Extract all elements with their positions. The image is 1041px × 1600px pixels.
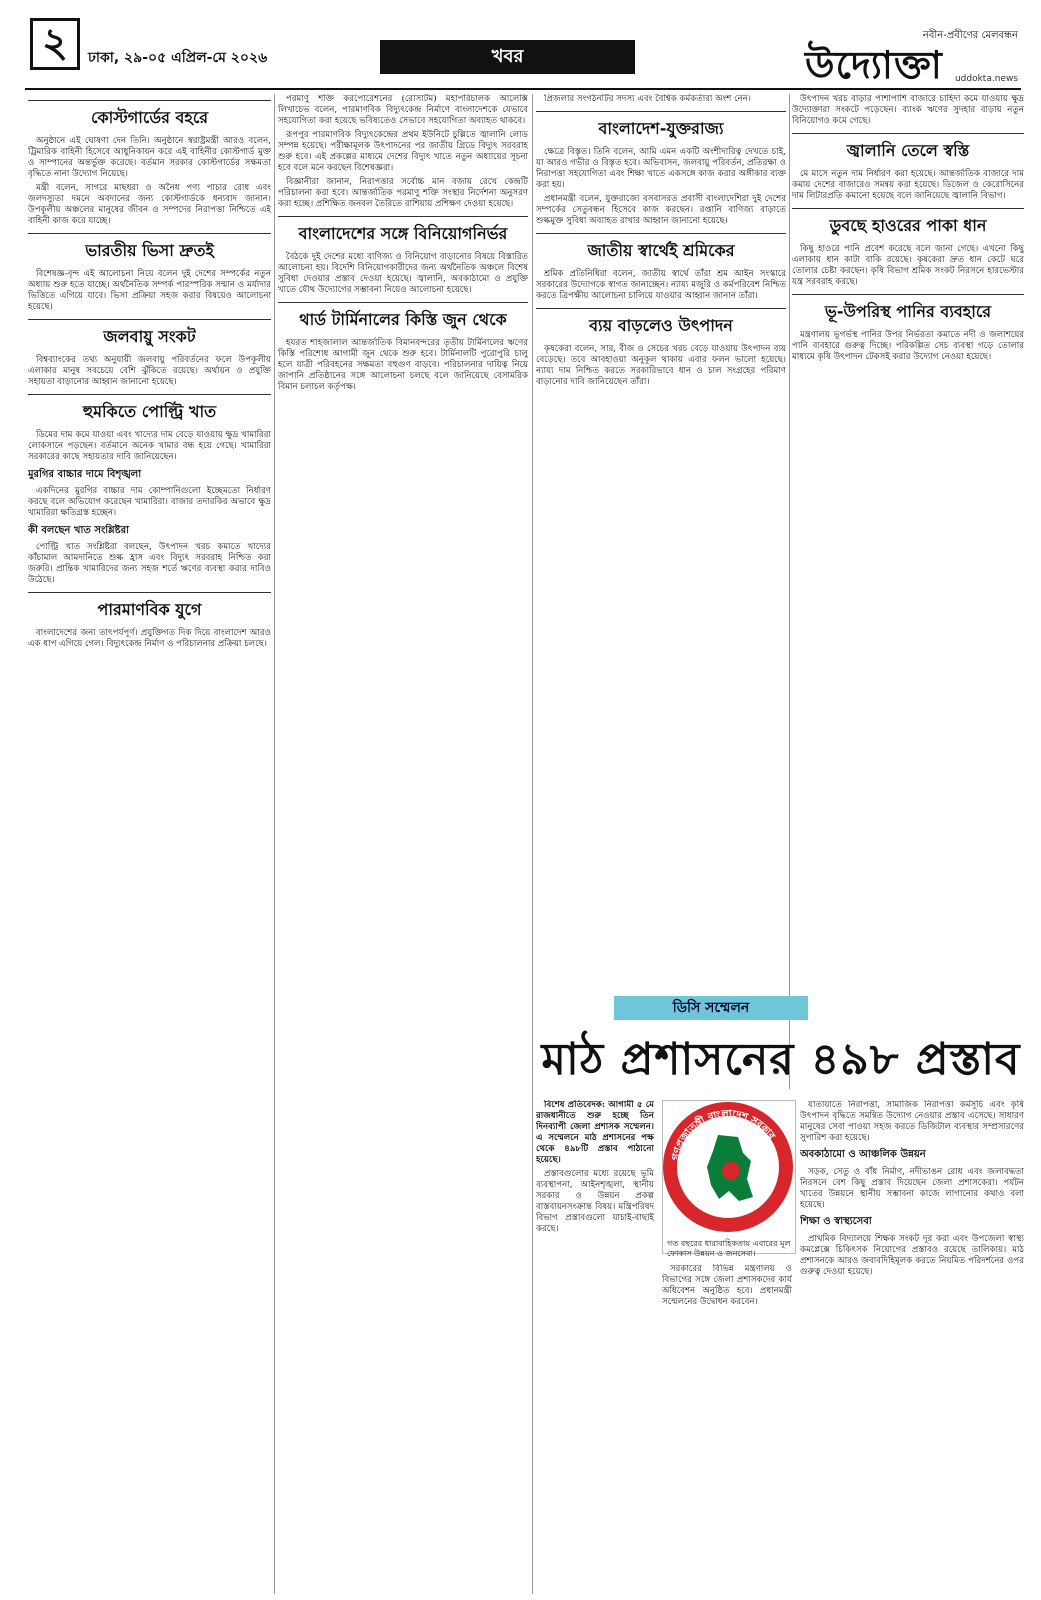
- column-2: [278, 94, 528, 1594]
- column-3: [536, 94, 786, 1089]
- body-text: যাতায়াতে নিরাপত্তা, সামাজিক নিরাপত্তা কর্মসূচি এবং কৃষি উৎপাদন বৃদ্ধিতে সমন্বিত উদ্যোগ নেওয়ার প্রস্তাব এসেছে। সাধারণ মানুষের সেবা পাওয়া সহজ করতে ডিজিটাল ব্যবস্থার সম্প্রসারণের সুপারিশ করা হয়েছে।: [800, 1100, 1024, 1143]
- headline-investment[interactable]: বাংলাদেশের সঙ্গে বিনিয়োগনির্ভর: [278, 216, 528, 248]
- body-text: মন্ত্রী বলেন, সাগরে মাছধরা ও অনৈধ পণ্য পাচার রোধ এবং জলদস্যুতা দমনে অবদানের জন্য কোস্টগার্ডকে ধন্যবাদ জানান। উপকূলীয় অঞ্চলের মানুষের জীবন ও সম্পদের নিরাপত্তা নিশ্চিতে এই বাহিনী কাজ করে যাচ্ছে।: [28, 183, 271, 226]
- headline-fuel-oil[interactable]: জ্বালানি তেলে স্বস্তি: [792, 133, 1024, 165]
- subhead: অবকাঠামো ও আঞ্চলিক উন্নয়ন: [800, 1149, 926, 1160]
- body-text: বিজ্ঞানীরা জানান, নিরাপত্তার সর্বোচ্চ মান বজায় রেখে কেন্দ্রটি পরিচালনা করা হবে। আন্তর্জাতিক পরমাণু শক্তি সংস্থার নির্দেশনা অনুসরণ করা হচ্ছে। প্রশিক্ষিত জনবল তৈরিতে রাশিয়ায় প্রশিক্ষণ দেওয়া হয়েছে।: [278, 177, 528, 209]
- page-number: ২: [30, 18, 80, 70]
- headline-indian-visa[interactable]: ভারতীয় ভিসা দ্রুতই: [28, 233, 271, 265]
- body-text: প্রাথমিক বিদ্যালয়ে শিক্ষক সংকট দূর করা এবং উপজেলা স্বাস্থ্য কমপ্লেক্সে চিকিৎসক নিয়োগের প্রস্তাবও রয়েছে তালিকায়। মাঠ প্রশাসনকে আরও জবাবদিহিমূলক করতে নিয়মিত পরিদর্শনের ওপর গুরুত্ব দেওয়া হয়েছে।: [800, 1234, 1024, 1277]
- body-text: পরমাণু শক্তি করপোরেশনের (রোসাটম) মহাপরিচালক আলেক্সি লিখাচেভ বলেন, পারমাণবিক বিদ্যুৎকেন্দ্র নির্মাণে বাংলাদেশকে যেভাবে সহযোগিতা করা হয়েছে ভবিষ্যতেও সেভাবে সহযোগিতা অব্যাহত থাকবে।: [278, 94, 528, 126]
- column-1: [28, 94, 271, 1594]
- body-text: মন্ত্রণালয় ভূগর্ভস্থ পানির উপর নির্ভরতা কমাতে নদী ও জলাশয়ের পানি ব্যবহারে গুরুত্ব দিচ্ছে। পরিকল্পিত সেচ ব্যবস্থা গড়ে তোলার মাধ্যমে কৃষি উৎপাদন টেকসই করার উদ্যোগ নেওয়া হয়েছে।: [792, 330, 1024, 362]
- body-text: অনুষ্ঠানে এই ঘোষণা দেন তিনি। অনুষ্ঠানে স্বরাষ্ট্রমন্ত্রী আরও বলেন, ট্রিমারিক বাহিনী হিসেবে আধুনিকায়ন করে এই বাহিনীর কোস্টগার্ড মুক্ত ও সাম্পানের অন্তর্ভুক্ত করেছে। বর্তমান সরকার কোস্টগার্ডের সক্ষমতা বৃদ্ধিতে নানা উদ্যোগ নিয়েছে।: [28, 136, 271, 179]
- body-text: বিশ্বব্যাংকের তথ্য অনুযায়ী জলবায়ু পরিবর্তনের ফলে উপকূলীয় এলাকার মানুষ সবচেয়ে বেশি ঝুঁকিতে রয়েছে। অর্থায়ন ও প্রযুক্তি সহায়তা বাড়ানোর আহ্বান জানানো হয়েছে।: [28, 355, 271, 387]
- body-text: বিশেষ প্রতিবেদক: আগামী ৫ মে রাজধানীতে শুরু হচ্ছে তিন দিনব্যাপী জেলা প্রশাসক সম্মেলন। এ সম্মেলনে মাঠ প্রশাসনের পক্ষ থেকে ৪৯৮টি প্রস্তাব পাঠানো হয়েছে।: [536, 1100, 654, 1165]
- column-divider: [274, 94, 275, 1594]
- body-text: বিশেষজ্ঞ-বৃন্দ এই আলোচনা নিয়ে বলেন দুই দেশের সম্পর্কের নতুন অধ্যায় শুরু হতে যাচ্ছে। অর্থনৈতিক সম্পর্ক পারস্পরিক সম্মান ও মর্যাদার ভিত্তিতে এগিয়ে যাবে। ভিসা প্রক্রিয়া সহজ করার বিষয়েও আলোচনা হয়েছে।: [28, 269, 271, 312]
- dc-headline[interactable]: মাঠ প্রশাসনের ৪৯৮ প্রস্তাব: [541, 1034, 1021, 1085]
- headline-workers[interactable]: জাতীয় স্বার্থেই শ্রমিকের: [536, 233, 786, 265]
- body-text: হযরত শাহজালাল আন্তর্জাতিক বিমানবন্দরের তৃতীয় টার্মিনালের ঋণের কিস্তি পরিশোধ আগামী জুন থেকে শুরু হবে। টার্মিনালটি পুরোপুরি চালু হলে যাত্রী পরিবহনের সক্ষমতা বহুগুণ বাড়বে। পরিচালনার দায়িত্ব নিয়ে জাপানি প্রতিষ্ঠানের সঙ্গে আলোচনা চলছে বলে জানিয়েছে বেসামরিক বিমান চলাচল কর্তৃপক্ষ।: [278, 338, 528, 392]
- headline-coastguard[interactable]: কোস্টগার্ডের বহরে: [28, 100, 271, 132]
- column-divider: [789, 94, 790, 1089]
- logo-url: uddokta.news: [954, 74, 1018, 84]
- section-label: খবর: [380, 40, 635, 74]
- body-text: পোল্ট্রি খাত সংশ্লিষ্টরা বলছেন, উৎপাদন খরচ কমাতে খাদ্যের কাঁচামাল আমদানিতে শুল্ক হ্রাস এবং বিদ্যুৎ সরবরাহ নিশ্চিত করা জরুরি। প্রান্তিক খামারিদের জন্য সহজ শর্তে ঋণের ব্যবস্থা করার দাবিও উঠেছে।: [28, 542, 271, 585]
- body-text: রূপপুর পারমাণবিক বিদ্যুৎকেন্দ্রের প্রথম ইউনিটে চুল্লিতে জ্বালানি লোড সম্পন্ন হয়েছে। পরীক্ষামূলক উৎপাদনের পর জাতীয় গ্রিডে বিদ্যুৎ সরবরাহ শুরু হবে। এই প্রকল্পের মাধ্যমে দেশের বিদ্যুৎ খাতে নতুন অধ্যায়ের সূচনা হবে বলে মনে করছেন বিশেষজ্ঞরা।: [278, 130, 528, 173]
- dc-column-2: [662, 1264, 792, 1594]
- bangladesh-map-emblem-icon: [663, 1101, 793, 1235]
- headline-production[interactable]: ব্যয় বাড়লেও উৎপাদন: [536, 308, 786, 340]
- headline-bd-uk[interactable]: বাংলাদেশ-যুক্তরাজ্য: [536, 111, 786, 143]
- headline-haor-paddy[interactable]: ডুবছে হাওরের পাকা ধান: [792, 208, 1024, 240]
- headline-climate[interactable]: জলবায়ু সংকট: [28, 319, 271, 351]
- headline-third-terminal[interactable]: থার্ড টার্মিনালের কিস্তি জুন থেকে: [278, 302, 528, 334]
- subhead: শিক্ষা ও স্বাস্থ্যসেবা: [800, 1216, 872, 1227]
- emblem-text: গণপ্রজাতন্ত্রী বাংলাদেশ সরকার: [670, 1108, 777, 1162]
- column-4: [792, 94, 1024, 1084]
- body-text: বৈঠকে দুই দেশের মধ্যে বাণিজ্য ও বিনিয়োগ বাড়ানোর বিষয়ে বিস্তারিত আলোচনা হয়। বিদেশি বিনিয়োগকারীদের জন্য অর্থনৈতিক অঞ্চলে বিশেষ সুবিধা দেওয়ার প্রস্তাব দেওয়া হয়েছে। জ্বালানি, অবকাঠামো ও প্রযুক্তি খাতে যৌথ উদ্যোগের সম্ভাবনা নিয়েও আলোচনা হয়েছে।: [278, 252, 528, 295]
- body-text: শ্রমিক প্রতিনিধিরা বলেন, জাতীয় স্বার্থে তাঁরা শ্রম আইন সংস্কারে সরকারের উদ্যোগকে স্বাগত জানাচ্ছেন। ন্যায্য মজুরি ও কর্মপরিবেশ নিশ্চিত করতে ত্রিপক্ষীয় আলোচনা চালিয়ে যাওয়ার আহ্বান জানান তাঁরা।: [536, 269, 786, 301]
- body-text: ক্ষেত্রে বিস্তৃত। তিনি বলেন, আমি এমন একটি অংশীদারিত্ব দেখতে চাই, যা আরও গভীর ও বিস্তৃত হবে। অভিবাসন, জলবায়ু পরিবর্তন, প্রতিরক্ষা ও নিরাপত্তা সহযোগিতা এবং শিক্ষা খাতে একসঙ্গে কাজ করার অঙ্গীকার ব্যক্ত করা হয়।: [536, 147, 786, 190]
- body-text: একদিনের মুরগির বাচ্চার দাম কোম্পানিগুলো ইচ্ছেমতো নির্ধারণ করছে বলে অভিযোগ করেছেন খামারিরা। বাজার তদারকির অভাবে ক্ষুদ্র খামারিরা ক্ষতিগ্রস্ত হচ্ছেন।: [28, 486, 271, 518]
- body-text: উৎপাদন খরচ বাড়ার পাশাপাশি বাজারে চাহিদা কমে যাওয়ায় ক্ষুদ্র উদ্যোক্তারা সংকটে পড়েছেন। ব্যাংক ঋণের সুদহার বাড়ায় নতুন বিনিয়োগও কমে গেছে।: [792, 94, 1024, 126]
- logo-name: উদ্যোক্তা: [805, 43, 943, 87]
- dc-column-3: [800, 1100, 1024, 1594]
- government-emblem: [662, 1100, 796, 1258]
- body-text: মে মাসে নতুন দাম নির্ধারণ করা হয়েছে। আন্তর্জাতিক বাজারে দাম কমায় দেশের বাজারেও সমন্বয় করা হয়েছে। ডিজেল ও কেরোসিনের দাম লিটারপ্রতি কমানো হয়েছে বলে জানিয়েছে জ্বালানি বিভাগ।: [792, 169, 1024, 201]
- headline-surface-water[interactable]: ভূ-উপরিস্থ পানির ব্যবহারে: [792, 294, 1024, 326]
- headline-nuclear[interactable]: পারমাণবিক যুগে: [28, 592, 271, 624]
- dc-column-1: [536, 1100, 654, 1594]
- subhead: কী বলছেন খাত সংশ্লিষ্টরা: [28, 525, 130, 536]
- body-text: কৃষকেরা বলেন, সার, বীজ ও সেচের খরচ বেড়ে যাওয়ায় উৎপাদন ব্যয় বেড়েছে। তবে আবহাওয়া অনুকূল থাকায় এবার ফলন ভালো হয়েছে। ন্যায্য দাম নিশ্চিত করতে সরকারিভাবে ধান ও চাল সংগ্রহের পরিমাণ বাড়ানোর দাবি জানিয়েছেন তাঁরা।: [536, 344, 786, 387]
- masthead-rule: [25, 88, 1021, 90]
- headline-poultry[interactable]: হুমকিতে পোল্ট্রি খাত: [28, 394, 271, 426]
- body-text: কিছু হাওরে পানি প্রবেশ করেছে বলে জানা গেছে। এখনো কিছু এলাকায় ধান কাটা বাকি রয়েছে। কৃষকেরা দ্রুত ধান কেটে ঘরে তোলার চেষ্টা করছেন। কৃষি বিভাগ শ্রমিক সংকট নিরসনে হারভেস্টার যন্ত্র সরবরাহ করছে।: [792, 244, 1024, 287]
- dateline: ঢাকা, ২৯-০৫ এপ্রিল-মে ২০২৬: [88, 50, 268, 66]
- masthead: [0, 0, 1041, 88]
- body-text: প্রিজলার সংগঠনটির সদস্য এবং বৈশ্বিক কর্মকর্তারা অংশ নেন।: [544, 94, 751, 104]
- body-text: ডিমের দাম কমে যাওয়া এবং খাদ্যের দাম বেড়ে যাওয়ায় ক্ষুদ্র খামারিরা লোকসানে পড়ছেন। বর্তমানে অনেক খামার বন্ধ হয়ে গেছে। খামারিরা সরকারের কাছে সহায়তার দাবি জানিয়েছেন।: [28, 430, 271, 462]
- logo-tagline: নবীন-প্রবীণের মেলবন্ধন: [922, 30, 1018, 41]
- body-text: সড়ক, সেতু ও বাঁধ নির্মাণ, নদীভাঙন রোধ এবং জলাবদ্ধতা নিরসনে বেশ কিছু প্রস্তাব দিয়েছেন জেলা প্রশাসকেরা। পর্যটন খাতের উন্নয়নে স্থানীয় সম্ভাবনা কাজে লাগানোর কথাও বলা হয়েছে।: [800, 1167, 1024, 1210]
- emblem-caption: গত বছরের ধারাবাহিকতায় এবারের মূল ফোকাস উন্নয়ন ও জনসেবা।: [667, 1239, 791, 1258]
- subhead: মুরগির বাচ্চার দামে বিশৃঙ্খলা: [28, 469, 142, 480]
- body-text: প্রস্তাবগুলোর মধ্যে রয়েছে ভূমি ব্যবস্থাপনা, আইনশৃঙ্খলা, স্থানীয় সরকার ও উন্নয়ন প্রকল্প বাস্তবায়নসংক্রান্ত বিষয়। মন্ত্রিপরিষদ বিভাগ প্রস্তাবগুলো যাচাই-বাছাই করছে।: [536, 1169, 654, 1234]
- body-text: বাংলাদেশের জন্য তাৎপর্যপূর্ণ। প্রযুক্তিগত দিক দিয়ে বাংলাদেশ আরও এক ধাপ এগিয়ে গেল। বিদ্যুৎকেন্দ্র নির্মাণ ও পরিচালনার প্রক্রিয়া চলছে।: [28, 628, 271, 649]
- newspaper-logo[interactable]: [805, 28, 1020, 87]
- dc-conference-banner: ডিসি সম্মেলন: [614, 996, 808, 1020]
- body-text: সরকারের বিভিন্ন মন্ত্রণালয় ও বিভাগের সঙ্গে জেলা প্রশাসকদের কার্য অধিবেশন অনুষ্ঠিত হবে। প্রধানমন্ত্রী সম্মেলনের উদ্বোধন করবেন।: [662, 1264, 792, 1307]
- column-divider: [532, 94, 533, 1594]
- body-text: প্রধানমন্ত্রী বলেন, যুক্তরাজ্যে বসবাসরত প্রবাসী বাংলাদেশিরা দুই দেশের সম্পর্কের সেতুবন্ধন হিসেবে কাজ করছেন। রপ্তানি বাণিজ্য বাড়াতে শুল্কমুক্ত সুবিধা অব্যাহত রাখার আহ্বান জানানো হয়েছে।: [536, 194, 786, 226]
